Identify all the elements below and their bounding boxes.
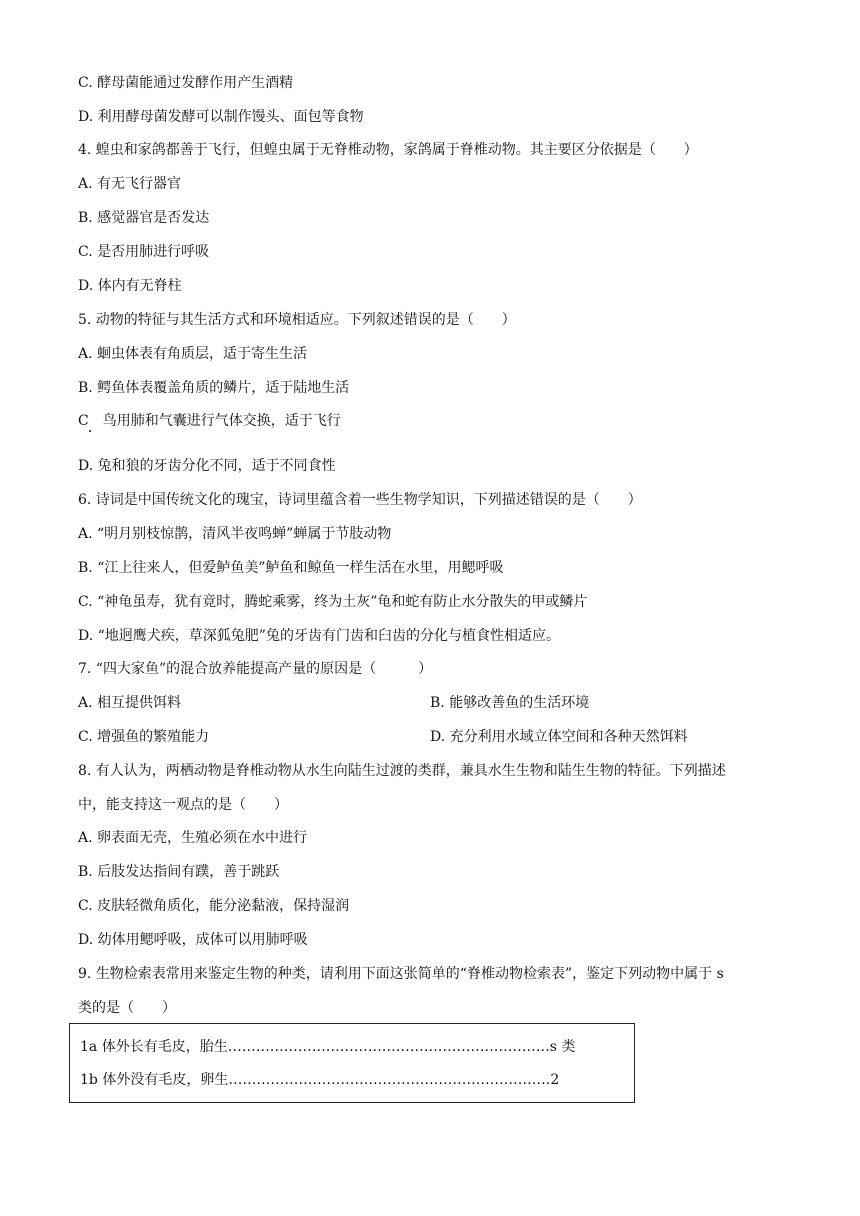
q6-option-b: B. “江上往来人，但爱鲈鱼美”鲈鱼和鲸鱼一样生活在水里，用鳃呼吸: [78, 560, 504, 576]
q9-stem-line2: 类的是（ ）: [78, 1000, 176, 1016]
q5-option-b: B. 鳄鱼体表覆盖角质的鳞片，适于陆地生活: [78, 380, 350, 396]
q6-option-d: D. “地迥鹰犬疾，草深狐兔肥”兔的牙齿有门齿和臼齿的分化与植食性相适应。: [78, 628, 560, 644]
q5-option-c: C 鸟用肺和气囊进行气体交换，适于飞行: [78, 413, 341, 429]
q5-option-d: D. 兔和狼的牙齿分化不同，适于不同食性: [78, 458, 336, 474]
q4-option-b: B. 感觉器官是否发达: [78, 210, 210, 226]
dichotomous-key-table: [69, 1023, 635, 1103]
q8-option-c: C. 皮肤轻微角质化，能分泌黏液，保持湿润: [78, 898, 350, 914]
q7-stem: 7. “四大家鱼”的混合放养能提高产量的原因是（ ）: [78, 661, 433, 677]
q8-option-d: D. 幼体用鳃呼吸，成体可以用肺呼吸: [78, 932, 308, 948]
q3-option-c: C. 酵母菌能通过发酵作用产生酒精: [78, 75, 294, 91]
q7-option-d: D. 充分利用水域立体空间和各种天然饵料: [430, 729, 688, 745]
q6-option-a: A. “明月别枝惊鹊，清风半夜鸣蝉”蝉属于节肢动物: [78, 526, 392, 542]
q5-option-a: A. 蛔虫体表有角质层，适于寄生生活: [78, 346, 308, 362]
q4-option-c: C. 是否用肺进行呼吸: [78, 244, 210, 260]
key-row-1a: 1a 体外长有毛皮，胎生……………………………………………………………s 类: [80, 1039, 576, 1055]
q6-stem: 6. 诗词是中国传统文化的瑰宝，诗词里蕴含着一些生物学知识，下列描述错误的是（ ）: [78, 492, 642, 508]
q8-stem-line2: 中，能支持这一观点的是（ ）: [78, 797, 288, 813]
q4-stem: 4. 蝗虫和家鸽都善于飞行，但蝗虫属于无脊椎动物，家鸽属于脊椎动物。其主要区分依据是（ ）: [78, 142, 698, 158]
q6-option-c: C. “神龟虽寿，犹有竟时，腾蛇乘雾，终为土灰”龟和蛇有防止水分散失的甲或鳞片: [78, 594, 588, 610]
stray-dot-mark: [89, 430, 91, 432]
q5-stem: 5. 动物的特征与其生活方式和环境相适应。下列叙述错误的是（ ）: [78, 312, 516, 328]
q8-stem-line1: 8. 有人认为，两栖动物是脊椎动物从水生向陆生过渡的类群，兼具水生生物和陆生生物的特征。下列描述: [78, 763, 726, 779]
key-row-1b: 1b 体外没有毛皮，卵生……………………………………………………………2: [80, 1072, 560, 1088]
q4-option-a: A. 有无飞行器官: [78, 176, 182, 192]
q7-option-c: C. 增强鱼的繁殖能力: [78, 729, 210, 745]
q3-option-d: D. 利用酵母菌发酵可以制作馒头、面包等食物: [78, 109, 364, 125]
q7-option-a: A. 相互提供饵料: [78, 695, 182, 711]
q8-option-b: B. 后肢发达指间有蹼，善于跳跃: [78, 864, 280, 880]
q9-stem-line1: 9. 生物检索表常用来鉴定生物的种类，请利用下面这张简单的“脊椎动物检索表”，鉴定下列动物中属于 s: [78, 966, 724, 982]
q4-option-d: D. 体内有无脊柱: [78, 278, 182, 294]
q7-option-b: B. 能够改善鱼的生活环境: [430, 695, 590, 711]
q8-option-a: A. 卵表面无壳，生殖必须在水中进行: [78, 830, 308, 846]
